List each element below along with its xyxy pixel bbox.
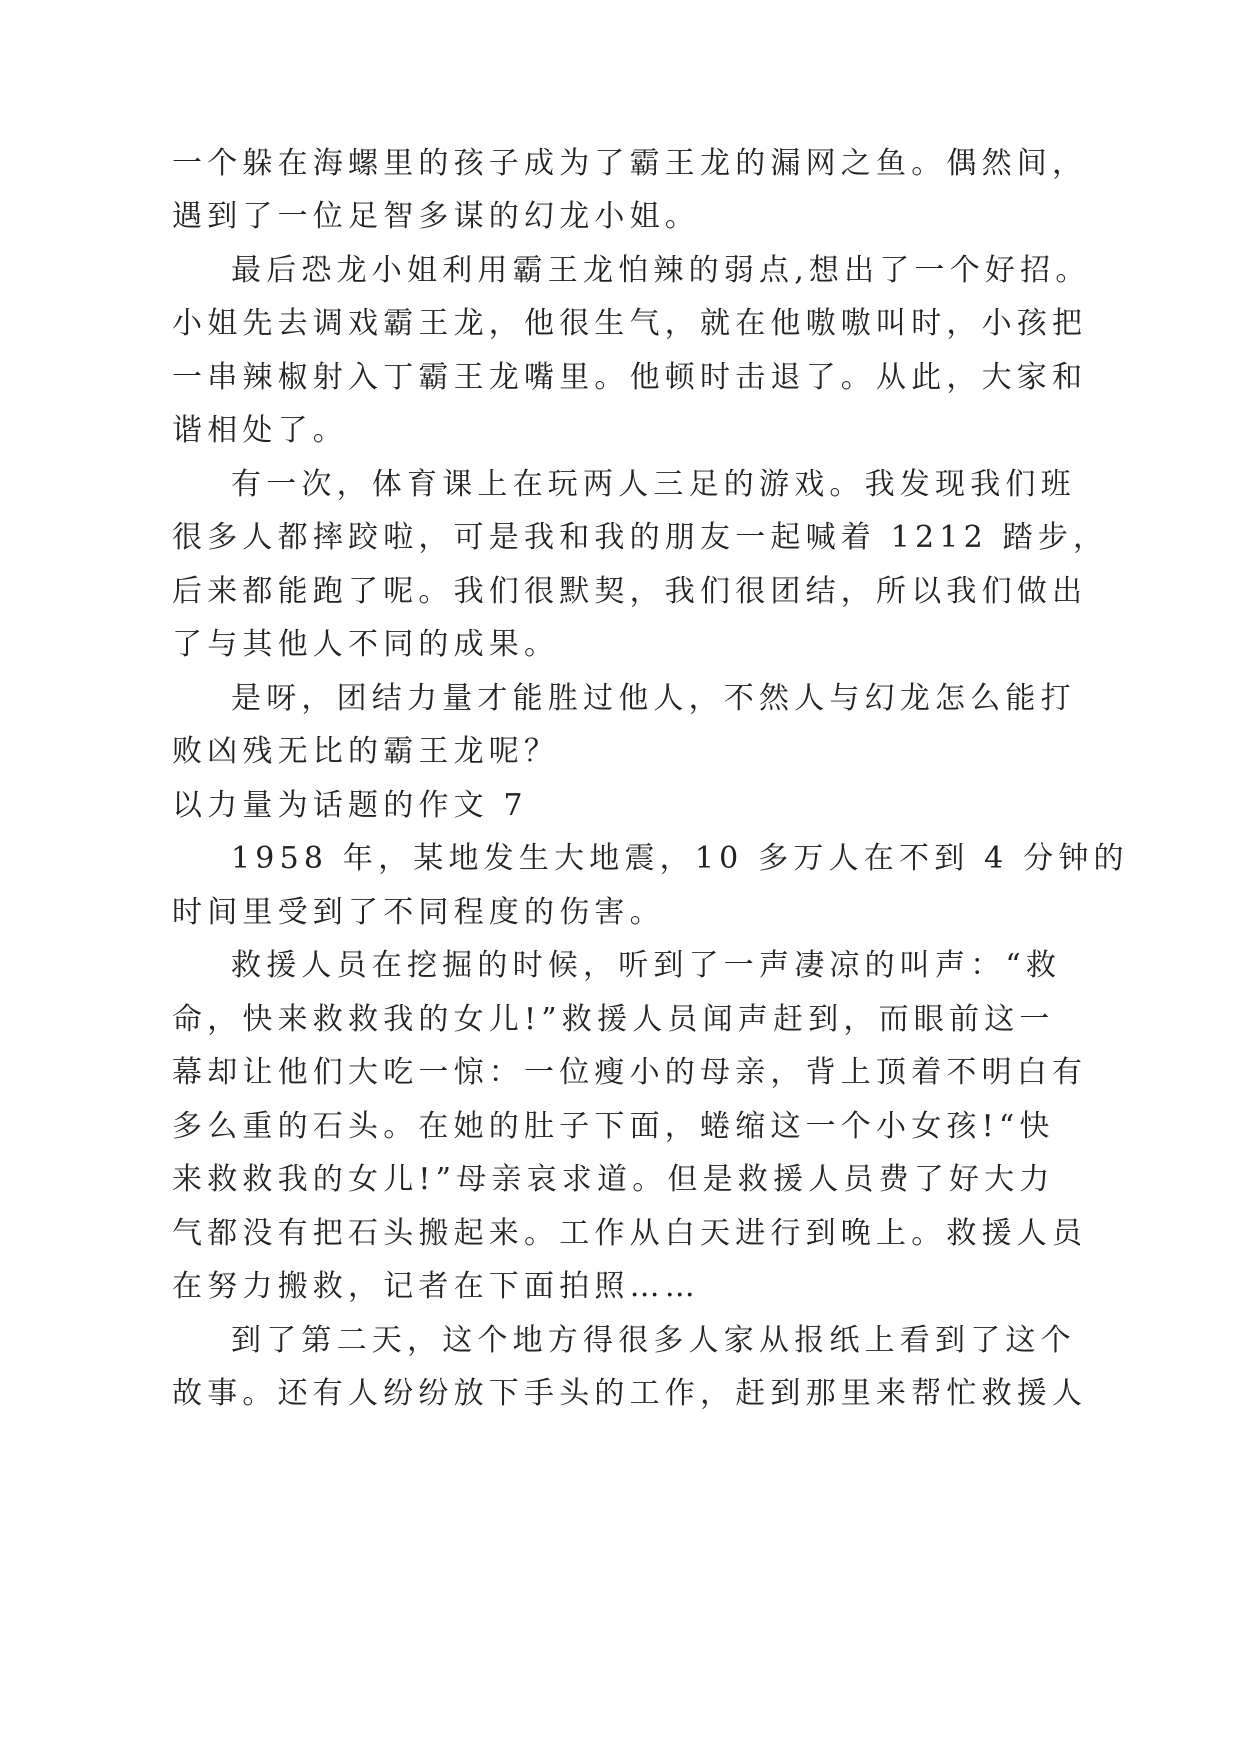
text-line-14: 1958 年，某地发生大地震，10 多万人在不到 4 分钟的 xyxy=(231,841,1129,876)
text-line-16: 救援人员在挖掘的时候，听到了一声凄凉的叫声：“救 xyxy=(231,948,1062,983)
text-line-15: 时间里受到了不同程度的伤害。 xyxy=(172,895,665,930)
text-line-10: 了与其他人不同的成果。 xyxy=(172,627,560,662)
text-line-20: 来救救我的女儿!”母亲哀求道。但是救援人员费了好大力 xyxy=(172,1162,1055,1197)
text-line-9: 后来都能跑了呢。我们很默契，我们很团结，所以我们做出 xyxy=(172,574,1088,609)
text-line-8: 很多人都摔跤啦，可是我和我的朋友一起喊着 1212 踏步， xyxy=(172,520,1109,555)
text-line-24: 故事。还有人纷纷放下手头的工作，赶到那里来帮忙救援人 xyxy=(172,1376,1088,1411)
text-line-23: 到了第二天，这个地方得很多人家从报纸上看到了这个 xyxy=(231,1323,1076,1358)
text-line-1: 一个躲在海螺里的孩子成为了霸王龙的漏网之鱼。偶然间， xyxy=(172,146,1088,181)
text-line-4: 小姐先去调戏霸王龙，他很生气，就在他嗷嗷叫时，小孩把 xyxy=(172,306,1088,341)
text-line-21: 气都没有把石头搬起来。工作从白天进行到晚上。救援人员 xyxy=(172,1216,1088,1251)
text-line-7: 有一次，体育课上在玩两人三足的游戏。我发现我们班 xyxy=(231,467,1076,502)
text-line-2: 遇到了一位足智多谋的幻龙小姐。 xyxy=(172,199,700,234)
text-line-22: 在努力搬救，记者在下面拍照…… xyxy=(172,1269,700,1304)
text-line-19: 多么重的石头。在她的肚子下面，蜷缩这一个小女孩!“快 xyxy=(172,1109,1055,1144)
text-line-5: 一串辣椒射入丁霸王龙嘴里。他顿时击退了。从此，大家和 xyxy=(172,360,1088,395)
section-heading: 以力量为话题的作文 7 xyxy=(172,788,528,823)
text-line-17: 命，快来救救我的女儿!”救援人员闻声赶到，而眼前这一 xyxy=(172,1002,1055,1037)
text-line-18: 幕却让他们大吃一惊：一位瘦小的母亲，背上顶着不明白有 xyxy=(172,1055,1088,1090)
text-line-11: 是呀，团结力量才能胜过他人，不然人与幻龙怎么能打 xyxy=(231,681,1076,716)
text-line-12: 败凶残无比的霸王龙呢？ xyxy=(172,734,560,769)
text-line-6: 谐相处了。 xyxy=(172,413,348,448)
text-line-3: 最后恐龙小姐利用霸王龙怕辣的弱点,想出了一个好招。 xyxy=(231,253,1091,288)
